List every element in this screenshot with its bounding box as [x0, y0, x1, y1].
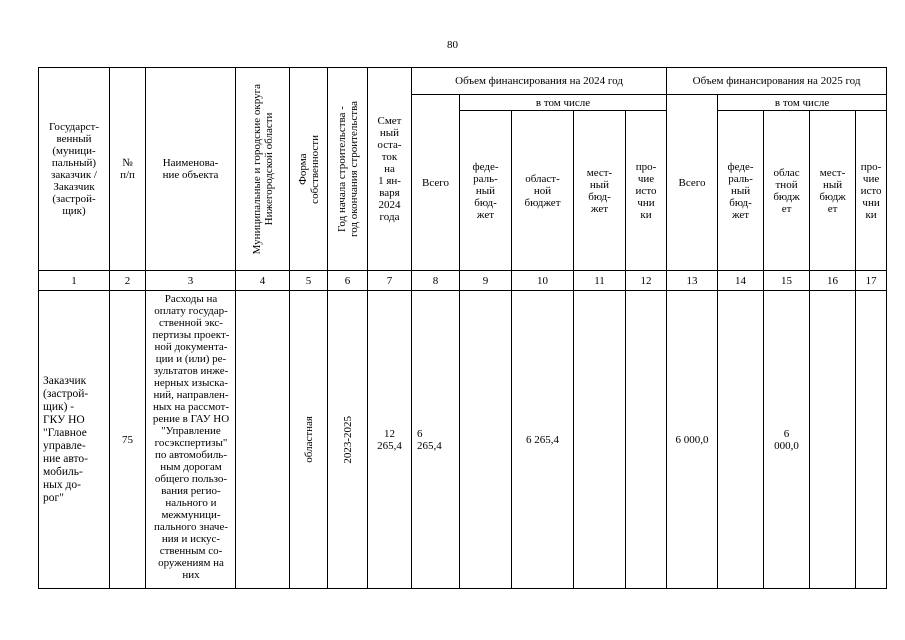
col-num-8: 8: [412, 271, 460, 291]
row-fed-2024: [460, 291, 512, 589]
header-fin-2025: Объем финансирования на 2025 год: [667, 68, 887, 95]
header-proch-2025: про- чие исто чни ки: [856, 111, 887, 271]
row-total-2024: 6 265,4: [412, 291, 460, 589]
header-incl-2025: в том числе: [718, 95, 887, 111]
header-years-text: Год начала строительства - год окончания строительства: [335, 101, 360, 237]
row-years-text: 2023-2025: [341, 415, 354, 464]
col-num-9: 9: [460, 271, 512, 291]
row-total-2025: 6 000,0: [667, 291, 718, 589]
table-row: [39, 291, 887, 589]
header-proch-2024: про- чие исто чни ки: [626, 111, 667, 271]
row-fed-2025: [718, 291, 764, 589]
header-number: № п/п: [110, 68, 146, 271]
financing-table: [38, 67, 887, 589]
col-num-16: 16: [810, 271, 856, 291]
header-obl-2024: област- ной бюджет: [512, 111, 574, 271]
col-num-17: 17: [856, 271, 887, 291]
col-num-15: 15: [764, 271, 810, 291]
header-customer: Государст- венный (муници- пальный) заказчик / Заказчик (застрой- щик): [39, 68, 110, 271]
col-num-6: 6: [328, 271, 368, 291]
header-total-2024: Всего: [412, 95, 460, 271]
col-num-11: 11: [574, 271, 626, 291]
col-num-14: 14: [718, 271, 764, 291]
header-mest-2025: мест- ный бюдж ет: [810, 111, 856, 271]
col-num-13: 13: [667, 271, 718, 291]
column-number-row: [39, 271, 887, 291]
row-customer: Заказчик (застрой- щик) - ГКУ НО "Главное управле- ние авто- мобиль- ных до- рог": [39, 291, 110, 589]
row-proch-2025: [856, 291, 887, 589]
row-object-name: Расходы на оплату государ- ственной экс- пертизы проект- ной документа- ции и (или) ре- зультатов инже- нерных изыска- ний, направлен- ных на рассмот- рение в ГАУ НО "Управление госэкспертизы" по автомобиль- ным дорогам общего пользо- вания регио- нального и межмуници- пального значе- ния и искус- ственным со- оружениям на них: [146, 291, 236, 589]
header-ownership-text: Форма собственности: [296, 134, 321, 204]
header-years: [328, 68, 368, 271]
col-num-12: 12: [626, 271, 667, 291]
row-ownership-text: областная: [302, 416, 315, 463]
row-proch-2024: [626, 291, 667, 589]
row-mest-2024: [574, 291, 626, 589]
header-mest-2024: мест- ный бюд- жет: [574, 111, 626, 271]
row-obl-2025: 6 000,0: [764, 291, 810, 589]
row-balance: 12 265,4: [368, 291, 412, 589]
header-municipality: [236, 68, 290, 271]
row-municipality: [236, 291, 290, 589]
page-number: 80: [447, 39, 458, 51]
header-ownership: [290, 68, 328, 271]
header-balance: Смет ный оста- ток на 1 ян- варя 2024 года: [368, 68, 412, 271]
row-mest-2025: [810, 291, 856, 589]
col-num-3: 3: [146, 271, 236, 291]
header-incl-2024: в том числе: [460, 95, 667, 111]
header-fed-2025: феде- раль- ный бюд- жет: [718, 111, 764, 271]
header-fin-2024: Объем финансирования на 2024 год: [412, 68, 667, 95]
col-num-2: 2: [110, 271, 146, 291]
col-num-7: 7: [368, 271, 412, 291]
row-number: 75: [110, 291, 146, 589]
col-num-5: 5: [290, 271, 328, 291]
header-total-2025: Всего: [667, 95, 718, 271]
row-years: [328, 291, 368, 589]
header-object-name: Наименова- ние объекта: [146, 68, 236, 271]
col-num-1: 1: [39, 271, 110, 291]
header-fed-2024: феде- раль- ный бюд- жет: [460, 111, 512, 271]
header-obl-2025: облас тной бюдж ет: [764, 111, 810, 271]
row-ownership: [290, 291, 328, 589]
col-num-10: 10: [512, 271, 574, 291]
header-municipality-text: Муниципальные и городские округа Нижегородской области: [250, 83, 275, 255]
row-obl-2024: 6 265,4: [512, 291, 574, 589]
col-num-4: 4: [236, 271, 290, 291]
